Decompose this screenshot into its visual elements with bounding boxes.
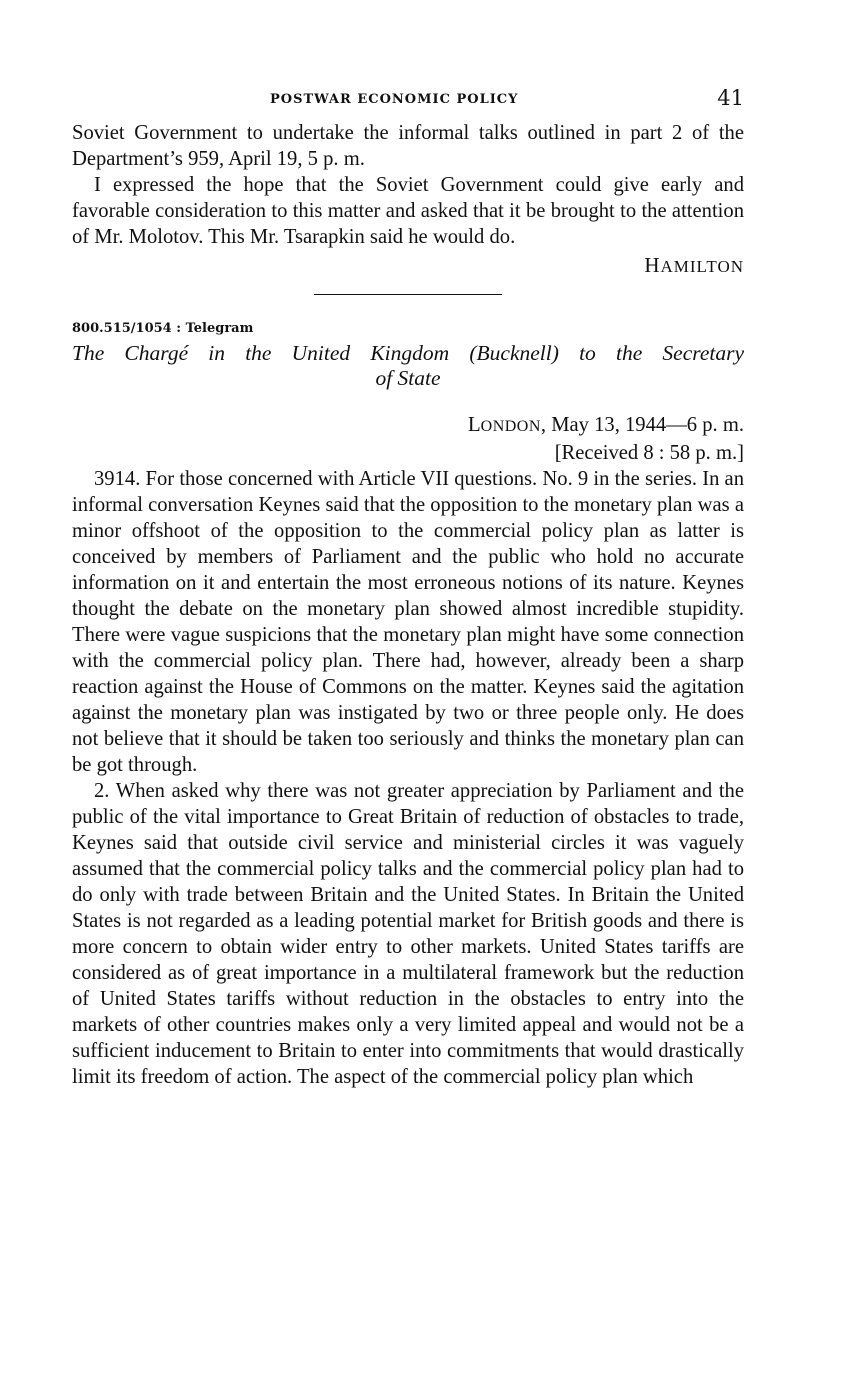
heading-line-2: of State (375, 366, 441, 390)
telegram-paragraph-2: 2. When asked why there was not greater appreciation by Parliament and the public of the vital importance to Great Britain of reduction of obstacles to trade, Keynes said that outside civil service and ministerial circles it was vaguely assumed that the commercial policy talks and the commercial policy plan had to do only with trade between Britain and the United States. In Britain the United States is not regarded as a leading potential market for British goods and there is more concern to obtain wider entry to other markets. United States tariffs are considered as of great importance in a multilateral framework but the reduction of United States tariffs without reduction in the obstacles to entry into the markets of other countries makes only a very limited appeal and would not be a sufficient inducement to Britain to enter into commitments that would drastically limit its freedom of action. The aspect of the commercial policy plan which (72, 780, 744, 1088)
heading-line-1: The Chargé in the United Kingdom (Bucknell) to the Secretary (72, 341, 744, 365)
running-header (72, 86, 744, 120)
page-number: 41 (717, 86, 744, 110)
section-divider (314, 294, 502, 295)
running-title: POSTWAR ECONOMIC POLICY (270, 92, 519, 107)
closing-paragraph: I expressed the hope that the Soviet Government could give early and favorable consideration to this matter and asked that it be brought to the attention of Mr. Molotov. This Mr. Tsarapkin said he would do. (72, 174, 744, 248)
dateline (72, 411, 744, 466)
continued-paragraph: Soviet Government to undertake the informal talks outlined in part 2 of the Department’s 959, April 19, 5 p. m. (72, 122, 744, 170)
document-heading (72, 341, 744, 391)
date-place (72, 411, 744, 440)
place-rest: ONDON (480, 418, 541, 435)
signature-rest: AMILTON (660, 257, 744, 276)
telegram-paragraph-1: 3914. For those concerned with Article VII questions. No. 9 in the series. In an informal conversation Keynes said that the opposition to the monetary plan was a minor offshoot of the opposition to the commercial policy plan as latter is conceived by members of Parliament and the public who hold no accurate information on it and entertain the most erroneous notions of its nature. Keynes thought the debate on the monetary plan showed almost incredible stupidity. There were vague suspicions that the monetary plan might have some connection with the commercial policy plan. There had, however, already been a sharp reaction against the House of Commons on the matter. Keynes said the agitation against the monetary plan was instigated by two or three people only. He does not believe that it should be taken too seriously and thinks the monetary plan can be got through. (72, 468, 744, 776)
signature-hamilton (72, 252, 744, 278)
document-page (72, 86, 744, 1090)
file-reference: 800.515/1054 : Telegram (72, 321, 254, 336)
signature-initial: H (644, 253, 661, 277)
place-initial: L (467, 412, 481, 436)
received-time: [Received 8 : 58 p. m.] (554, 442, 744, 464)
date-text: , May 13, 1944—6 p. m. (540, 414, 744, 436)
